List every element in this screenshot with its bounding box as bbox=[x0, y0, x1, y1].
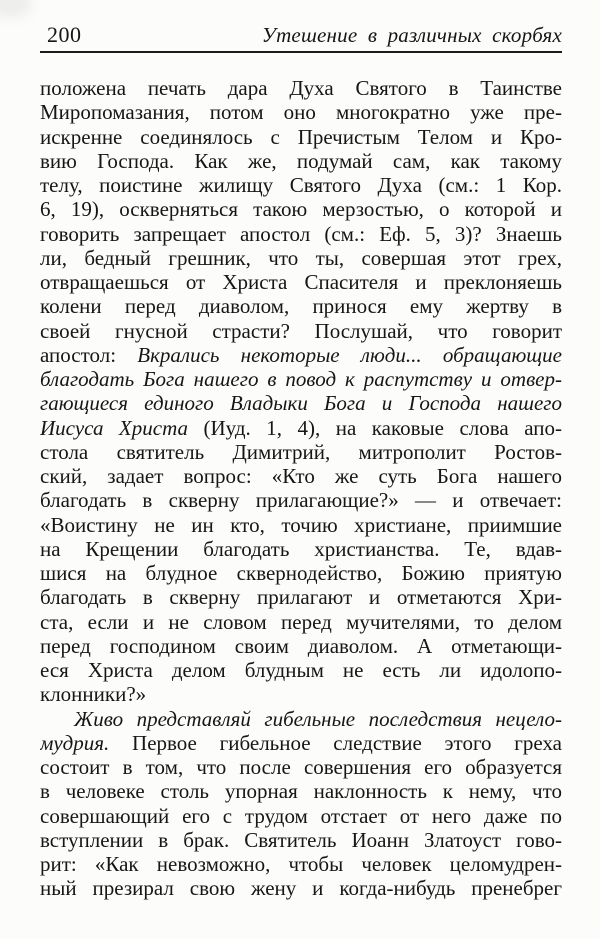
text-line bbox=[40, 876, 562, 900]
text-line bbox=[40, 731, 562, 755]
text-segment: в человеке столь упорная наклонность к нему, что bbox=[40, 779, 562, 804]
text-line bbox=[40, 100, 562, 124]
text-line bbox=[40, 440, 562, 464]
text-line bbox=[40, 828, 562, 852]
text-segment: состоит в том, что после совершения его образуется bbox=[40, 755, 562, 779]
text-segment: положена печать дара Духа Святого в Таинстве bbox=[40, 76, 562, 100]
text-segment: стола святитель Димитрий, митрополит Ростов- bbox=[40, 439, 562, 464]
text-line bbox=[40, 222, 562, 246]
text-line bbox=[40, 513, 562, 537]
text-segment: благодать в скверну прилагают и отметаются Хри- bbox=[40, 585, 562, 610]
italic-text-segment: благодать Бога нашего в повод к распутству и отвер- bbox=[40, 367, 562, 391]
page-header bbox=[40, 24, 562, 48]
text-segment: ский, задает вопрос: «Кто же суть Бога нашего bbox=[40, 464, 562, 488]
text-line bbox=[40, 779, 562, 803]
text-line bbox=[40, 76, 562, 100]
text-line bbox=[40, 488, 562, 512]
text-segment: вступлении в брак. Святитель Иоанн Златоуст гово- bbox=[40, 827, 562, 852]
running-title: Утешение в различных скорбях bbox=[261, 23, 562, 47]
text-line bbox=[40, 585, 562, 609]
text-segment: совершающий его с трудом отстает от него даже по bbox=[40, 803, 562, 828]
text-line bbox=[40, 367, 562, 391]
text-line bbox=[40, 197, 562, 221]
page-body bbox=[40, 76, 562, 901]
paragraph bbox=[40, 707, 562, 901]
text-segment: на Крещении благодать христианства. Те, вдав- bbox=[40, 536, 562, 561]
text-segment: колени перед диаволом, принося ему жертву в bbox=[40, 294, 562, 319]
text-line bbox=[40, 634, 562, 658]
text-line bbox=[40, 852, 562, 876]
text-line bbox=[40, 464, 562, 488]
text-segment: шися на блудное сквернодейство, Божию приятую bbox=[40, 561, 562, 585]
text-segment: благодать в скверну прилагающие?» — и отвечает: bbox=[40, 488, 562, 513]
text-segment: Первое гибельное следствие этого греха bbox=[109, 730, 562, 755]
text-segment: телу, поистине жилищу Святого Духа (см.: 1 Кор. bbox=[40, 173, 562, 197]
text-line bbox=[40, 173, 562, 197]
text-segment: говорить запрещает апостол (см.: Еф. 5, 3)? Знаешь bbox=[40, 221, 562, 246]
italic-text-segment: Иисуса Христа bbox=[40, 415, 189, 440]
text-segment: искренне соединялось с Пречистым Телом и Кро- bbox=[40, 124, 562, 149]
text-segment: ли, бедный грешник, что ты, совершая этот грех, bbox=[40, 245, 562, 270]
text-line bbox=[40, 707, 562, 731]
text-line bbox=[40, 270, 562, 294]
italic-text-segment: Живо представляй гибельные последствия нецело- bbox=[74, 706, 562, 731]
text-line bbox=[40, 804, 562, 828]
text-line bbox=[40, 246, 562, 270]
paragraph bbox=[40, 76, 562, 707]
text-line bbox=[40, 125, 562, 149]
text-segment: 6, 19), оскверняться такою мерзостью, о которой и bbox=[40, 197, 562, 222]
text-line bbox=[40, 755, 562, 779]
italic-text-segment: гающиеся единого Владыки Бога и Господа нашего bbox=[40, 391, 562, 416]
text-segment: рит: «Как невозможно, чтобы человек целомудрен- bbox=[40, 852, 562, 876]
text-segment: своей гнусной страсти? Послушай, что говорит bbox=[40, 318, 562, 343]
text-segment: (Иуд. 1, 4), на каковые слова апо- bbox=[188, 415, 562, 440]
text-line bbox=[40, 682, 562, 706]
text-line bbox=[40, 343, 562, 367]
text-segment: Миропомазания, потом оно многократно уже пре- bbox=[40, 100, 562, 125]
text-segment: отвращаешься от Христа Спасителя и преклоняешь bbox=[40, 270, 562, 294]
text-line bbox=[40, 319, 562, 343]
text-segment: «Воистину не ин кто, точию христиане, приимшие bbox=[40, 512, 562, 537]
text-line bbox=[40, 610, 562, 634]
text-line bbox=[40, 391, 562, 415]
text-segment: перед господином своим диаволом. А отметающи- bbox=[40, 633, 562, 658]
text-line bbox=[40, 416, 562, 440]
text-line bbox=[40, 658, 562, 682]
text-segment: еся Христа делом блудным не есть ли идолопо- bbox=[40, 658, 562, 682]
page-number: 200 bbox=[47, 22, 82, 47]
text-line bbox=[40, 294, 562, 318]
text-segment: ный презирал свою жену и когда-нибудь пренебрег bbox=[40, 876, 562, 901]
text-segment: апостол: bbox=[40, 342, 138, 367]
text-segment: вию Господа. Как же, подумай сам, как такому bbox=[40, 148, 562, 173]
header-rule-divider bbox=[40, 51, 562, 53]
text-line bbox=[40, 537, 562, 561]
italic-text-segment: мудрия. bbox=[40, 730, 110, 755]
text-segment: клонники?» bbox=[40, 682, 147, 707]
text-segment: ста, если и не словом перед мучителями, то делом bbox=[40, 609, 562, 634]
italic-text-segment: Вкрались некоторые люди... обращающие bbox=[137, 342, 562, 367]
text-line bbox=[40, 561, 562, 585]
text-line bbox=[40, 149, 562, 173]
